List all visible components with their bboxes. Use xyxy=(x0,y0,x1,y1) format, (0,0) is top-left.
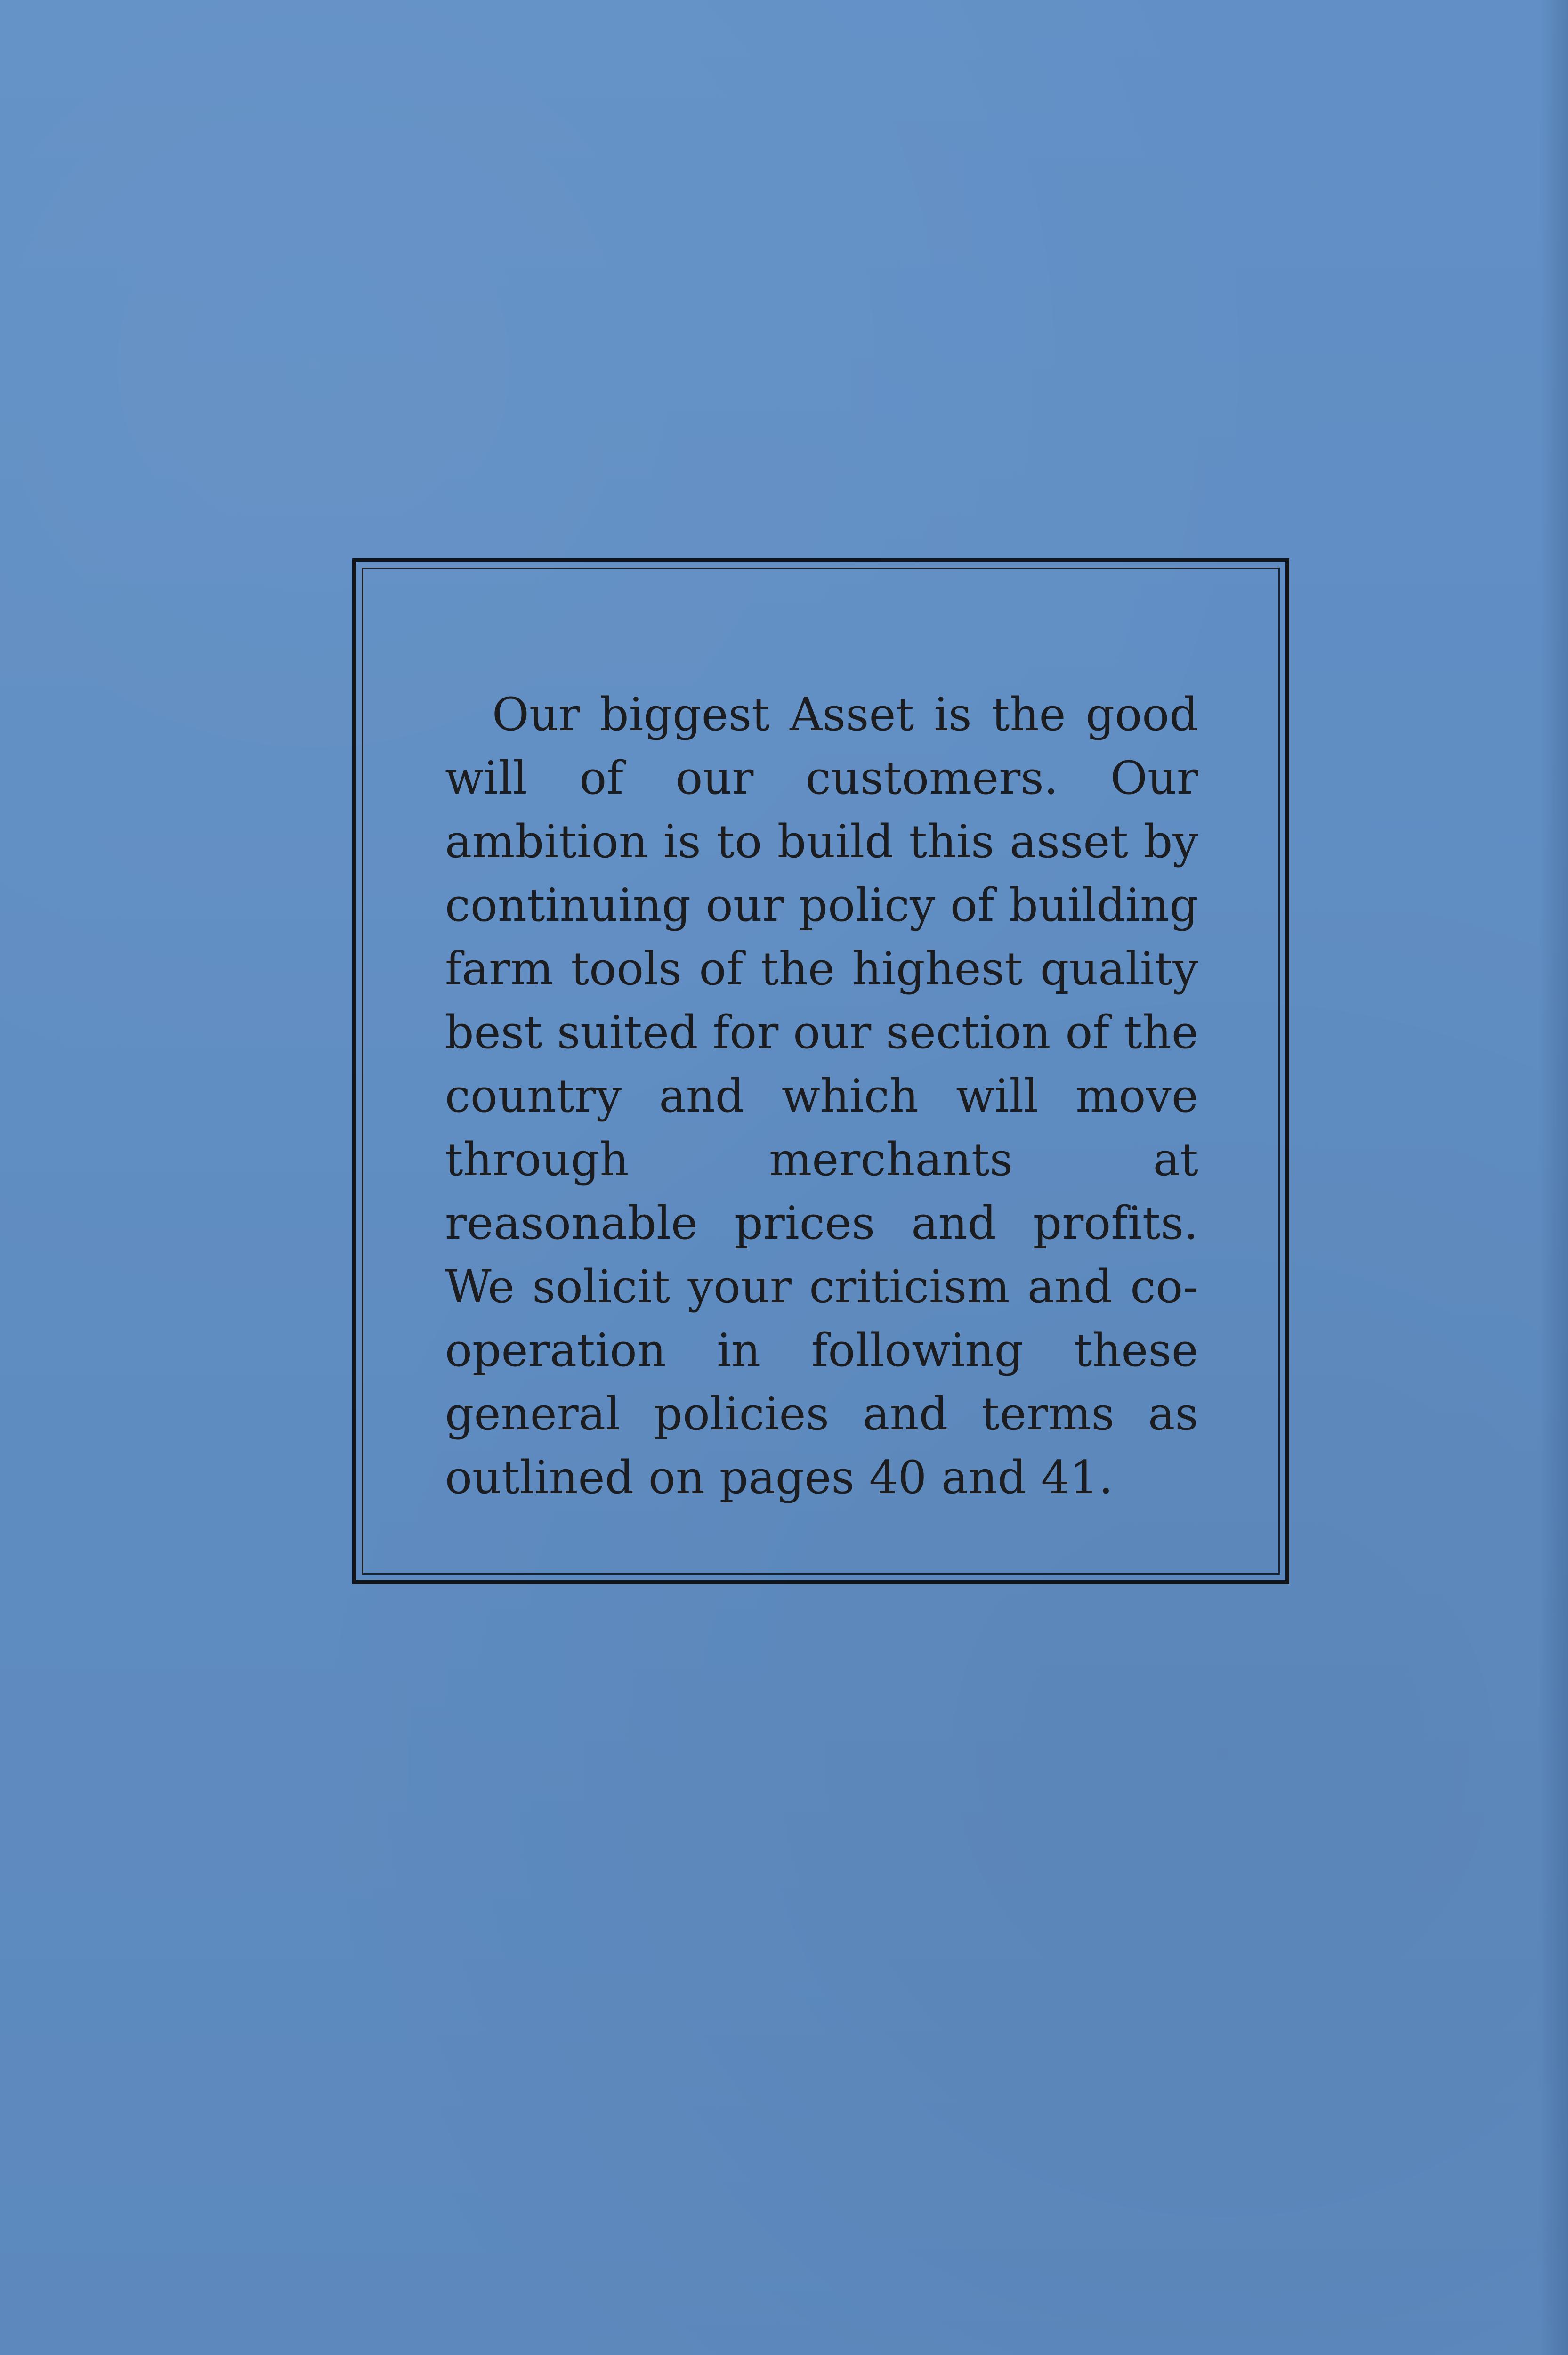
customer-goodwill-notice: Our biggest Asset is the good will of our customers. Our ambition is to build this asset by continuing our policy of building farm tools of the highest quality best suited for our section of the country and which will move through merchants at reasonable prices and profits. We solicit your criticism and co-operation in following these general policies and terms as outlined on pages 40 and 41. xyxy=(445,688,1198,1504)
paper-edge-shadow xyxy=(1539,0,1568,2355)
